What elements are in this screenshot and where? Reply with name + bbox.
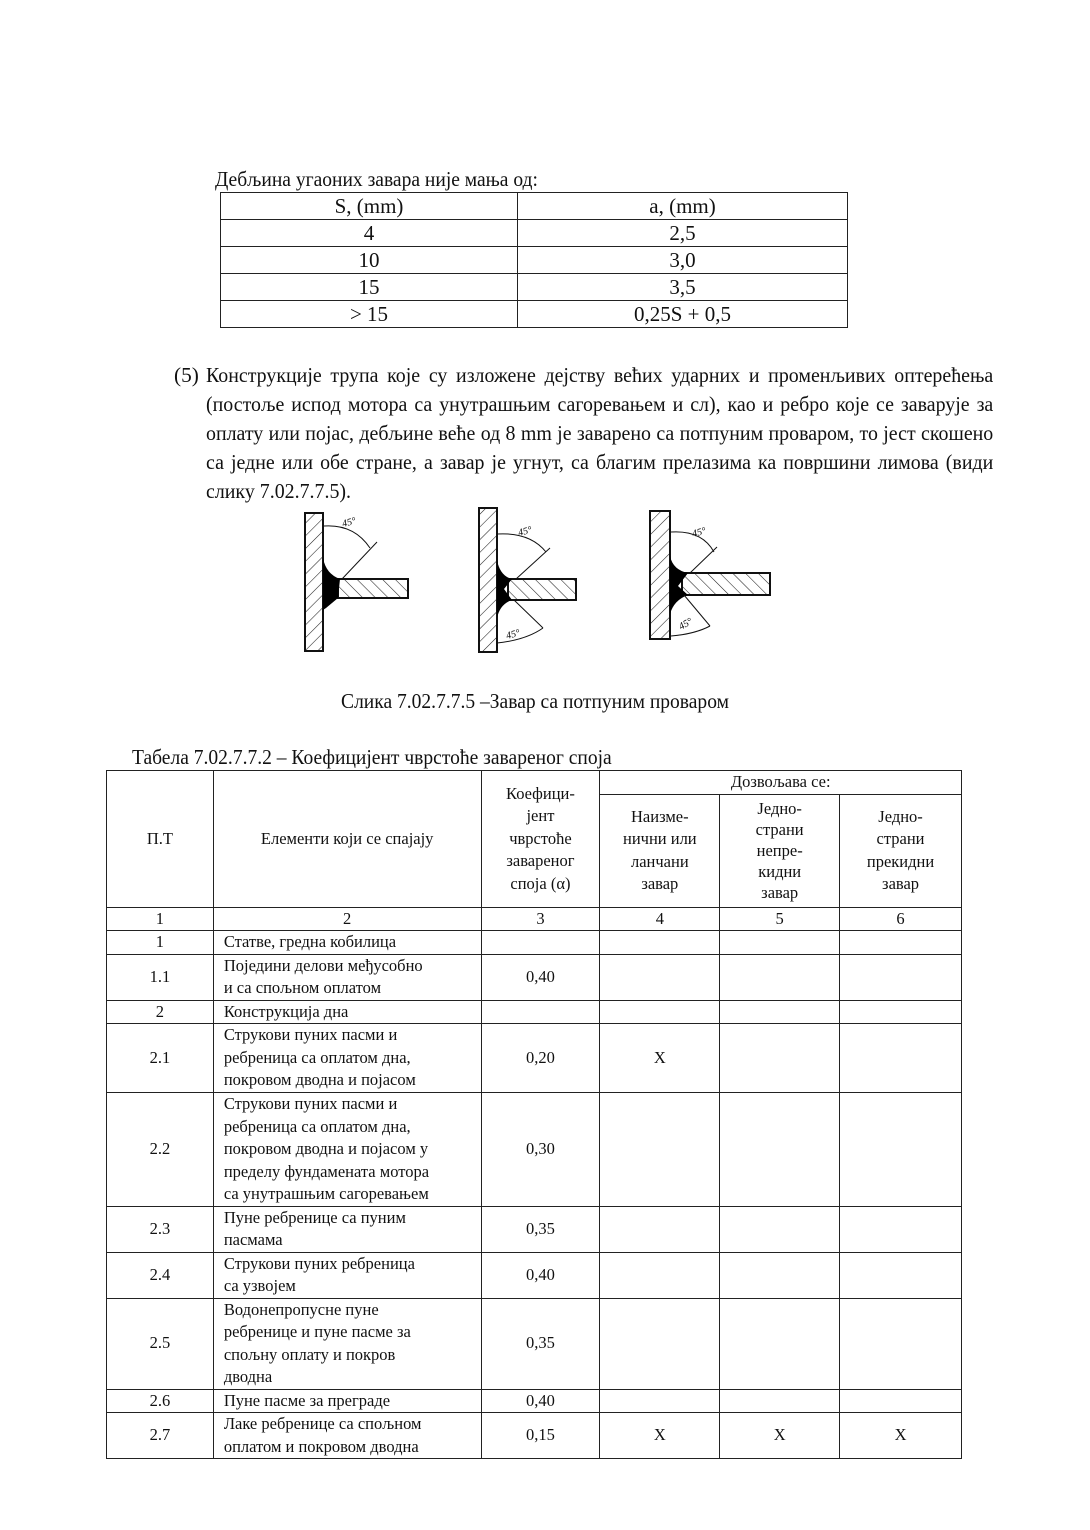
elements-line: Струкови пуних пасми и bbox=[223, 1025, 398, 1045]
continuous-weld-cell: X bbox=[720, 1413, 840, 1459]
angle-label: 45° bbox=[516, 524, 534, 539]
elements-cell bbox=[213, 1389, 481, 1413]
header-line: Једно- bbox=[757, 799, 802, 818]
alternating-weld-cell bbox=[600, 1298, 720, 1389]
table-cell: 4 bbox=[221, 220, 518, 247]
table-cell: 3,0 bbox=[518, 247, 848, 274]
pt-cell: 2.5 bbox=[107, 1298, 214, 1389]
header-col6 bbox=[840, 794, 962, 907]
alternating-weld-cell bbox=[600, 1093, 720, 1207]
header-line: јент bbox=[526, 806, 555, 825]
elements-line: покровом дводна и појасом bbox=[223, 1070, 416, 1090]
table-header-row bbox=[221, 193, 848, 220]
alternating-weld-cell bbox=[600, 1000, 720, 1024]
weld-strength-table bbox=[106, 770, 962, 1459]
alternating-weld-cell bbox=[600, 1389, 720, 1413]
paragraph-5 bbox=[174, 361, 994, 506]
header-coef bbox=[481, 771, 600, 908]
table-row bbox=[107, 1389, 962, 1413]
continuous-weld-cell bbox=[720, 1000, 840, 1024]
header-line: нични или bbox=[623, 829, 697, 848]
elements-line: оплатом и покровом дводна bbox=[223, 1436, 419, 1456]
header-line: страни bbox=[755, 820, 804, 839]
intermittent-weld-cell bbox=[840, 931, 962, 955]
pt-cell: 2.7 bbox=[107, 1413, 214, 1459]
continuous-weld-cell bbox=[720, 1389, 840, 1413]
table-caption: Табела 7.02.7.7.2 – Коефицијент чврстоће завареног споја bbox=[132, 745, 612, 769]
elements-line: Конструкција дна bbox=[223, 1001, 349, 1021]
header-cell: S, (mm) bbox=[221, 193, 518, 220]
coef-cell: 0,15 bbox=[481, 1413, 600, 1459]
coef-cell: 0,20 bbox=[481, 1024, 600, 1093]
elements-line: дводна bbox=[223, 1367, 273, 1386]
table-row bbox=[221, 301, 848, 328]
weld-diagram-double-bevel-alt bbox=[650, 511, 770, 639]
elements-line: Пуне пасме за преграде bbox=[223, 1390, 391, 1410]
table-cell: 3,5 bbox=[518, 274, 848, 301]
table-cell: 10 bbox=[221, 247, 518, 274]
alternating-weld-cell: X bbox=[600, 1413, 720, 1459]
table-row bbox=[221, 220, 848, 247]
table-row bbox=[107, 954, 962, 1000]
pt-cell: 2.1 bbox=[107, 1024, 214, 1093]
elements-line: покровом дводна и појасом у bbox=[223, 1139, 429, 1158]
elements-line: Статве, гредна кобилица bbox=[223, 932, 397, 951]
table-row bbox=[107, 1093, 962, 1207]
angle-label: 45° bbox=[690, 525, 708, 540]
elements-line: Лаке ребренице са спољном bbox=[223, 1414, 422, 1433]
table-row bbox=[107, 1298, 962, 1389]
alternating-weld-cell bbox=[600, 954, 720, 1000]
table-cell: > 15 bbox=[221, 301, 518, 328]
intermittent-weld-cell bbox=[840, 1298, 962, 1389]
elements-line: Струкови пуних пасми и bbox=[223, 1094, 398, 1113]
header-line: завар bbox=[761, 883, 799, 902]
header-allowed: Дозвољава се: bbox=[600, 771, 962, 795]
pt-cell: 2.3 bbox=[107, 1206, 214, 1252]
intermittent-weld-cell bbox=[840, 1252, 962, 1298]
header-line: Наизме- bbox=[631, 806, 689, 826]
intermittent-weld-cell bbox=[840, 1000, 962, 1024]
continuous-weld-cell bbox=[720, 1252, 840, 1298]
continuous-weld-cell bbox=[720, 1206, 840, 1252]
index-cell: 3 bbox=[481, 907, 600, 931]
elements-line: Струкови пуних ребреница bbox=[223, 1253, 415, 1273]
continuous-weld-cell bbox=[720, 1024, 840, 1093]
elements-cell bbox=[213, 1206, 481, 1252]
table-row bbox=[221, 274, 848, 301]
intermittent-weld-cell: X bbox=[840, 1413, 962, 1459]
table-row bbox=[107, 931, 962, 955]
coef-cell: 0,30 bbox=[481, 1093, 600, 1207]
elements-line: пределу фундамената мотора bbox=[223, 1161, 430, 1181]
elements-line: Пуне ребренице са пуним bbox=[223, 1207, 406, 1227]
index-cell: 6 bbox=[840, 907, 962, 931]
header-line: Једно- bbox=[878, 806, 923, 826]
table-cell: 15 bbox=[221, 274, 518, 301]
intermittent-weld-cell bbox=[840, 954, 962, 1000]
header-line: чврстоће bbox=[509, 828, 572, 848]
elements-cell bbox=[213, 1252, 481, 1298]
table-cell: 0,25S + 0,5 bbox=[518, 301, 848, 328]
continuous-weld-cell bbox=[720, 954, 840, 1000]
index-cell: 2 bbox=[213, 907, 481, 931]
elements-line: ребреница са оплатом дна, bbox=[223, 1047, 411, 1067]
coef-cell: 0,40 bbox=[481, 1252, 600, 1298]
table-row bbox=[107, 1206, 962, 1252]
index-cell: 4 bbox=[600, 907, 720, 931]
header-col4 bbox=[600, 794, 720, 907]
angle-label: 45° bbox=[677, 616, 695, 633]
pt-cell: 1 bbox=[107, 931, 214, 955]
table-row bbox=[107, 1413, 962, 1459]
alternating-weld-cell bbox=[600, 1206, 720, 1252]
coef-cell: 0,40 bbox=[481, 1389, 600, 1413]
elements-cell bbox=[213, 931, 481, 955]
index-cell: 1 bbox=[107, 907, 214, 931]
intro-text: Дебљина угаоних завара није мања од: bbox=[215, 167, 538, 191]
table-body bbox=[107, 931, 962, 1459]
table-cell: 2,5 bbox=[518, 220, 848, 247]
pt-cell: 2.6 bbox=[107, 1389, 214, 1413]
paragraph-number: (5) bbox=[174, 363, 199, 387]
weld-diagram-double-bevel bbox=[479, 508, 576, 652]
header-elements: Елементи који се спајају bbox=[213, 771, 481, 908]
pt-cell: 2.4 bbox=[107, 1252, 214, 1298]
header-line: завареног bbox=[506, 851, 575, 870]
index-cell: 5 bbox=[720, 907, 840, 931]
elements-line: спољну оплату и покров bbox=[223, 1344, 396, 1364]
header-col5 bbox=[720, 794, 840, 907]
elements-line: и са спољном оплатом bbox=[223, 978, 382, 997]
header-line: ланчани bbox=[630, 851, 689, 871]
angle-label: 45° bbox=[504, 627, 522, 642]
intermittent-weld-cell bbox=[840, 1389, 962, 1413]
weld-diagram-single-bevel bbox=[305, 513, 408, 651]
elements-line: са унутрашњим сагоревањем bbox=[223, 1184, 429, 1203]
pt-cell: 2.2 bbox=[107, 1093, 214, 1207]
elements-line: Водонепропусне пуне bbox=[223, 1299, 379, 1319]
paragraph-text: Конструкције трупа које су изложене дејству већих ударних и променљивих оптерећења (постоље испод мотора са унутрашњим сагоревањем и сл), као и ребро које се заварује за оплату или појас, дебљине веће од 8 mm је заварено са потпуним проваром, то јест скошено са једне или обе стране, а завар је угнут, са благим прелазима ка површини лимова (види слику 7.02.7.7.5). bbox=[206, 363, 994, 503]
header-line: страни bbox=[876, 829, 925, 848]
table-row bbox=[221, 247, 848, 274]
table-row bbox=[107, 1024, 962, 1093]
header-row-top bbox=[107, 771, 962, 795]
elements-cell bbox=[213, 1024, 481, 1093]
coef-cell: 0,40 bbox=[481, 954, 600, 1000]
elements-cell bbox=[213, 1093, 481, 1207]
header-line: кидни bbox=[758, 862, 802, 881]
elements-cell bbox=[213, 1298, 481, 1389]
figure-caption: Слика 7.02.7.7.5 –Завар са потпуним проваром bbox=[341, 689, 729, 713]
header-line: споја (α) bbox=[510, 873, 571, 893]
weld-thickness-table bbox=[220, 192, 848, 328]
alternating-weld-cell bbox=[600, 1252, 720, 1298]
alternating-weld-cell: X bbox=[600, 1024, 720, 1093]
coef-cell bbox=[481, 1000, 600, 1024]
pt-cell: 1.1 bbox=[107, 954, 214, 1000]
header-line: завар bbox=[882, 874, 920, 893]
header-pt: П.Т bbox=[107, 771, 214, 908]
coef-cell bbox=[481, 931, 600, 955]
elements-line: пасмама bbox=[223, 1230, 283, 1249]
elements-cell bbox=[213, 954, 481, 1000]
table-row bbox=[107, 1000, 962, 1024]
header-cell: a, (mm) bbox=[518, 193, 848, 220]
coef-cell: 0,35 bbox=[481, 1298, 600, 1389]
continuous-weld-cell bbox=[720, 1093, 840, 1207]
table-row bbox=[107, 1252, 962, 1298]
weld-figure bbox=[290, 500, 790, 670]
intermittent-weld-cell bbox=[840, 1093, 962, 1207]
coef-cell: 0,35 bbox=[481, 1206, 600, 1252]
elements-line: Поједини делови међусобно bbox=[223, 955, 423, 975]
continuous-weld-cell bbox=[720, 1298, 840, 1389]
continuous-weld-cell bbox=[720, 931, 840, 955]
header-line: завар bbox=[641, 874, 679, 893]
header-line: Коефици- bbox=[506, 783, 575, 803]
pt-cell: 2 bbox=[107, 1000, 214, 1024]
index-row bbox=[107, 907, 962, 931]
elements-cell bbox=[213, 1413, 481, 1459]
elements-line: ребренице и пуне пасме за bbox=[223, 1322, 411, 1341]
elements-line: са узвојем bbox=[223, 1276, 296, 1295]
header-line: непре- bbox=[756, 841, 803, 860]
intermittent-weld-cell bbox=[840, 1024, 962, 1093]
alternating-weld-cell bbox=[600, 931, 720, 955]
angle-label: 45° bbox=[340, 515, 358, 530]
elements-cell bbox=[213, 1000, 481, 1024]
header-line: прекидни bbox=[866, 851, 935, 871]
intermittent-weld-cell bbox=[840, 1206, 962, 1252]
elements-line: ребреница са оплатом дна, bbox=[223, 1116, 411, 1136]
